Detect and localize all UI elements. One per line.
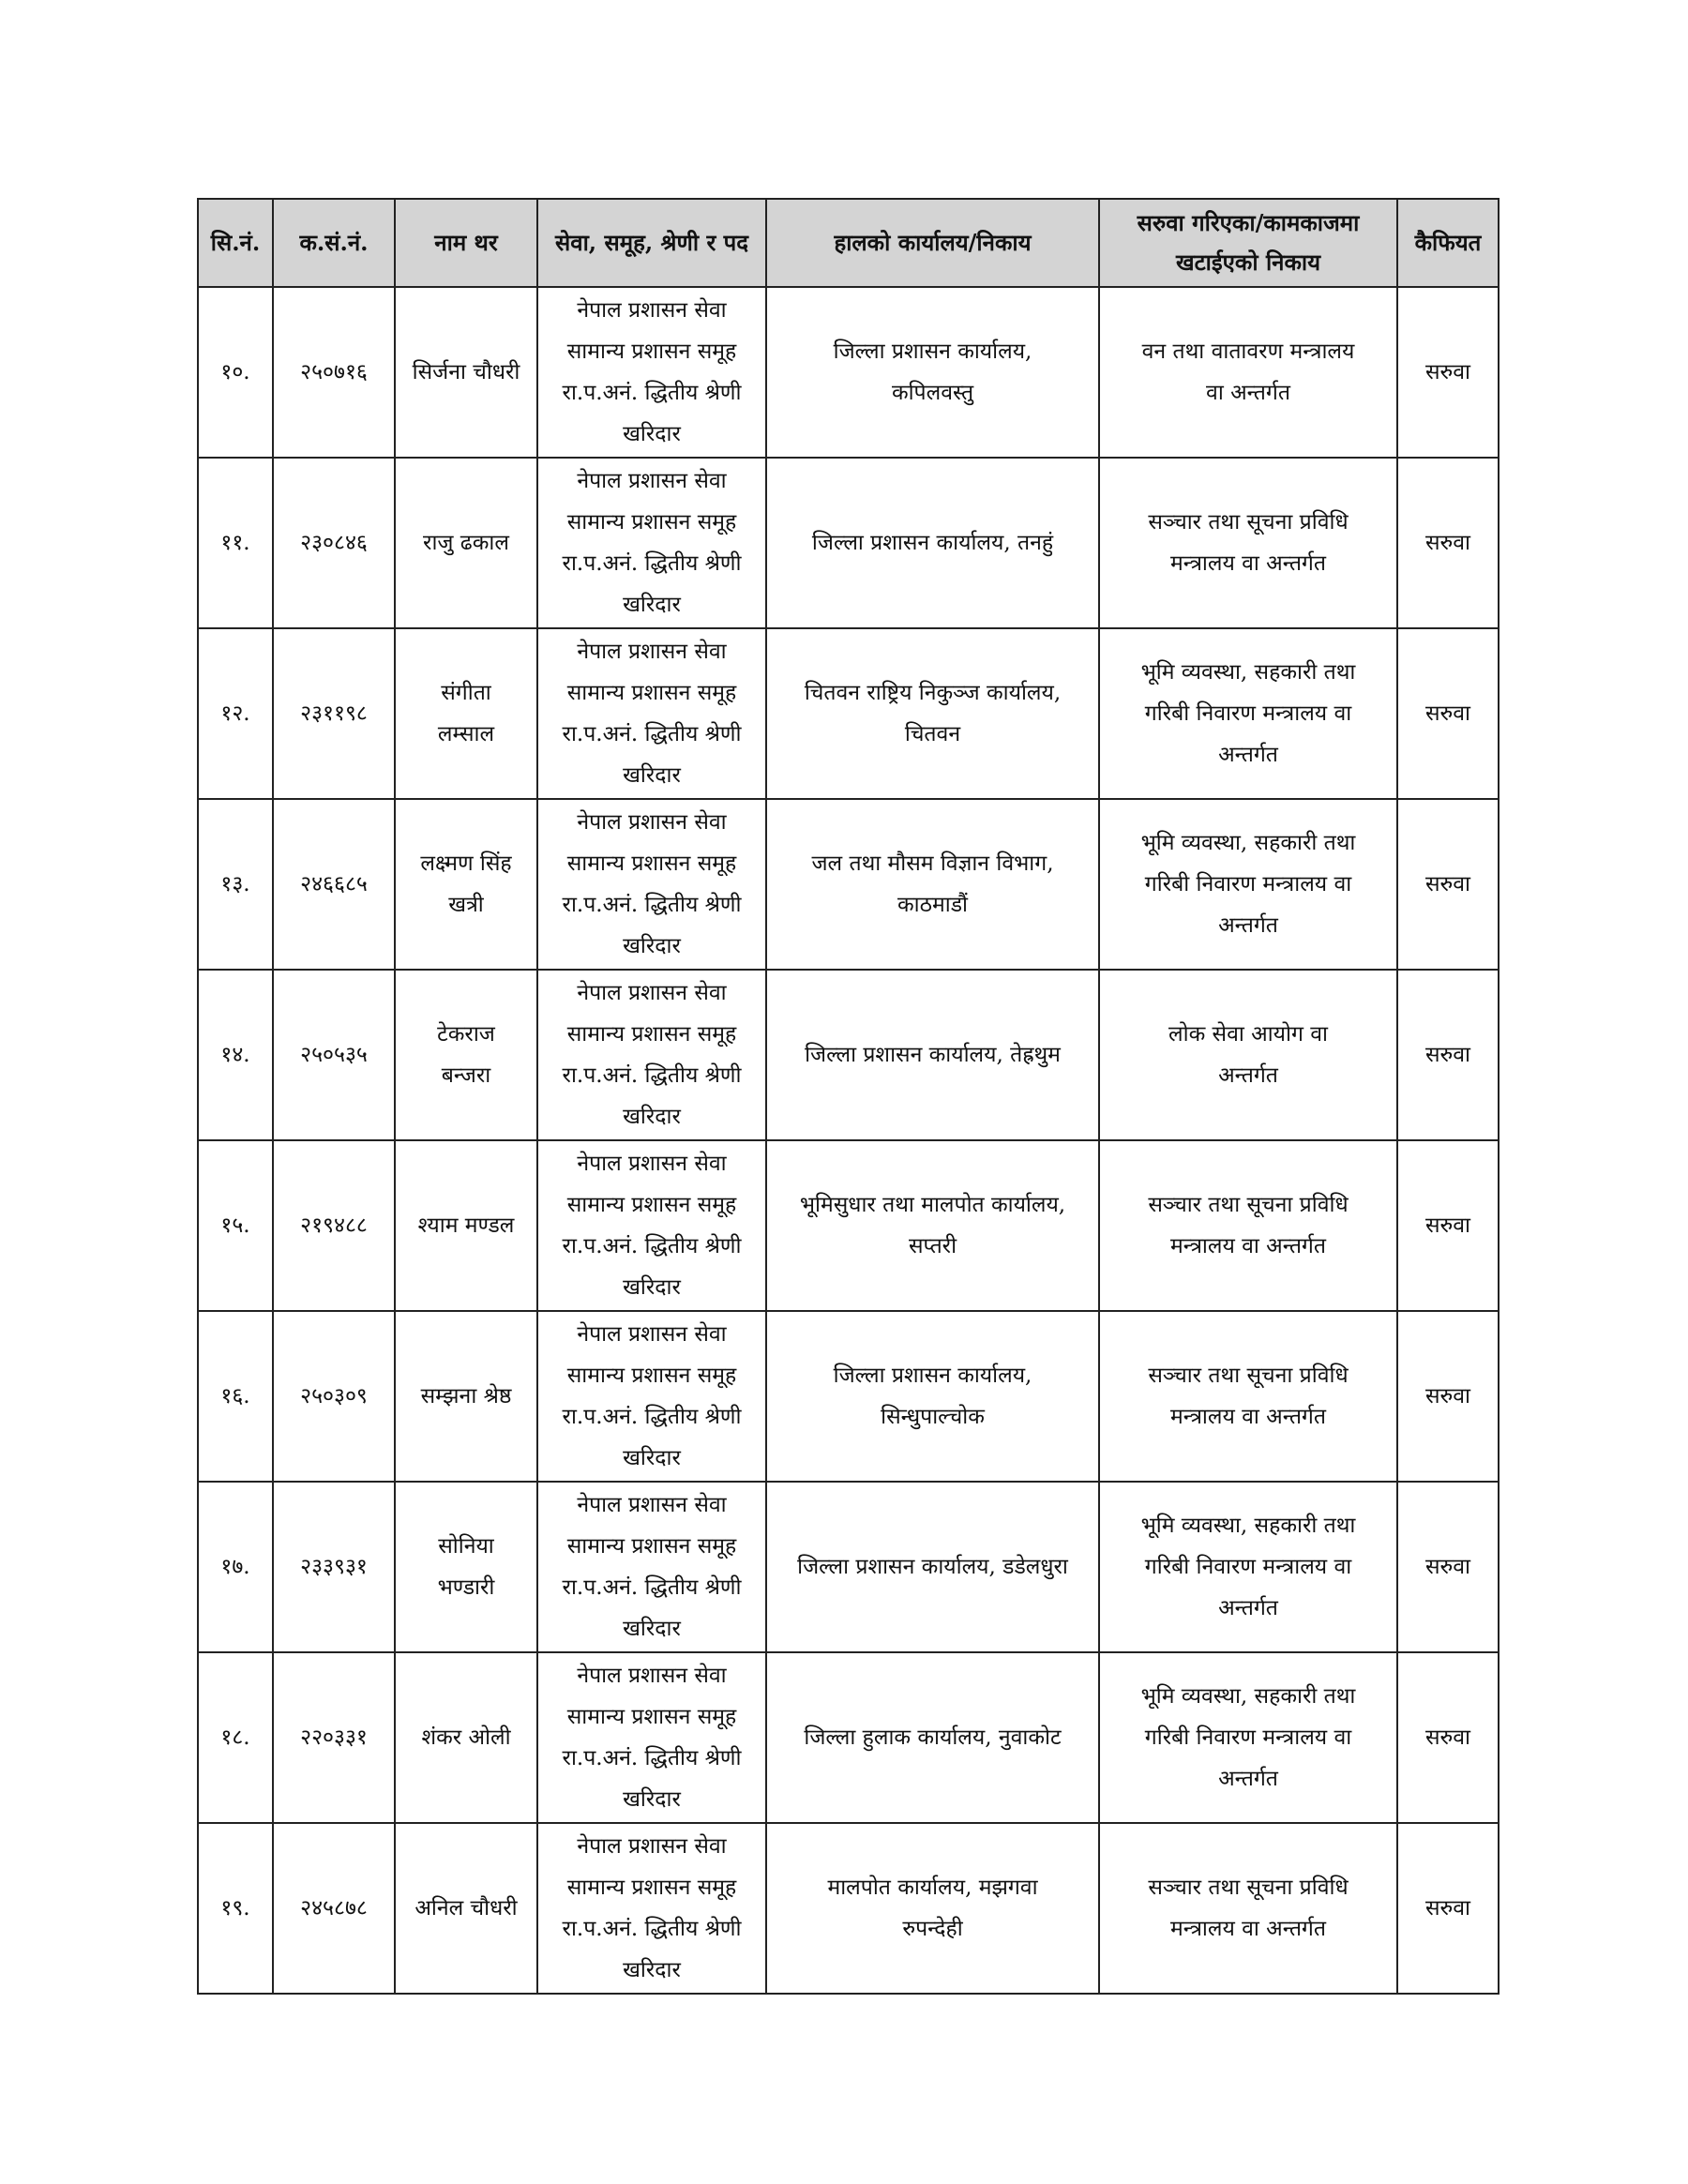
name-cell-text: शंकर ओली: [421, 1725, 511, 1750]
table-header-row: [198, 199, 1499, 287]
table-row: [198, 970, 1499, 1140]
name-cell-text: लक्ष्मण सिंह खत्री: [420, 851, 512, 917]
employee-code-cell: [273, 1140, 395, 1311]
serial-number-cell-text: १०.: [220, 360, 250, 384]
name-cell: [395, 1823, 537, 1994]
serial-number-cell-text: ११.: [220, 531, 250, 555]
name-cell: [395, 1482, 537, 1652]
table-body: [198, 287, 1499, 1994]
serial-number-cell-text: १६.: [220, 1384, 250, 1408]
remarks-cell: [1397, 799, 1499, 970]
transfer-destination-cell: [1099, 970, 1397, 1140]
name-cell: [395, 1311, 537, 1482]
remarks-cell: [1397, 1823, 1499, 1994]
employee-code-cell: [273, 628, 395, 799]
remarks-cell: [1397, 287, 1499, 458]
table-row: [198, 1311, 1499, 1482]
current-office-cell: [766, 1652, 1099, 1823]
employee-code-cell-text: २१९४८८: [300, 1213, 368, 1238]
header-current-office: हालको कार्यालय/निकाय: [766, 199, 1099, 287]
transfer-destination-cell-text: भूमि व्यवस्था, सहकारी तथा गरिबी निवारण मन्त्रालय वा अन्तर्गत: [1140, 1684, 1356, 1791]
transfer-destination-cell: [1099, 1482, 1397, 1652]
name-cell: [395, 287, 537, 458]
serial-number-cell: [198, 1311, 273, 1482]
serial-number-cell: [198, 287, 273, 458]
transfer-destination-cell: [1099, 458, 1397, 628]
service-cell: [537, 970, 766, 1140]
employee-code-cell: [273, 1482, 395, 1652]
employee-code-cell-text: २२०३३१: [300, 1725, 368, 1750]
name-cell-text: राजु ढकाल: [423, 531, 509, 555]
transfer-destination-cell-text: भूमि व्यवस्था, सहकारी तथा गरिबी निवारण मन्त्रालय वा अन्तर्गत: [1140, 1514, 1356, 1620]
service-cell: [537, 287, 766, 458]
remarks-cell: [1397, 1482, 1499, 1652]
remarks-cell: [1397, 628, 1499, 799]
table-row: [198, 1652, 1499, 1823]
transfer-destination-cell-text: भूमि व्यवस्था, सहकारी तथा गरिबी निवारण मन्त्रालय वा अन्तर्गत: [1140, 831, 1356, 938]
employee-code-cell: [273, 970, 395, 1140]
serial-number-cell: [198, 1823, 273, 1994]
serial-number-cell-text: १२.: [220, 701, 250, 726]
service-cell-text: नेपाल प्रशासन सेवा सामान्य प्रशासन समूह रा.प.अनं. द्धितीय श्रेणी खरिदार: [562, 1664, 742, 1812]
remarks-cell-text: सरुवा: [1424, 1725, 1471, 1750]
remarks-cell: [1397, 1140, 1499, 1311]
current-office-cell: [766, 970, 1099, 1140]
serial-number-cell: [198, 799, 273, 970]
transfer-destination-cell: [1099, 799, 1397, 970]
current-office-cell-text: जल तथा मौसम विज्ञान विभाग, काठमाडौं: [811, 851, 1054, 917]
current-office-cell-text: भूमिसुधार तथा मालपोत कार्यालय, सप्तरी: [799, 1193, 1066, 1258]
service-cell-text: नेपाल प्रशासन सेवा सामान्य प्रशासन समूह रा.प.अनं. द्धितीय श्रेणी खरिदार: [562, 640, 742, 788]
service-cell-text: नेपाल प्रशासन सेवा सामान्य प्रशासन समूह रा.प.अनं. द्धितीय श्रेणी खरिदार: [562, 981, 742, 1129]
transfer-destination-cell: [1099, 1652, 1397, 1823]
current-office-cell-text: चितवन राष्ट्रिय निकुञ्ज कार्यालय, चितवन: [804, 681, 1062, 746]
serial-number-cell-text: १४.: [220, 1043, 250, 1067]
serial-number-cell: [198, 970, 273, 1140]
header-employee-code: क.सं.नं.: [273, 199, 395, 287]
service-cell: [537, 799, 766, 970]
current-office-cell-text: जिल्ला हुलाक कार्यालय, नुवाकोट: [804, 1725, 1062, 1750]
transfer-destination-cell-text: सञ्चार तथा सूचना प्रविधि मन्त्रालय वा अन्तर्गत: [1148, 1193, 1349, 1258]
name-cell-text: टेकराज बन्जरा: [437, 1022, 495, 1088]
employee-code-cell: [273, 1311, 395, 1482]
remarks-cell-text: सरुवा: [1424, 701, 1471, 726]
table-row: [198, 1140, 1499, 1311]
header-serial-number: सि.नं.: [198, 199, 273, 287]
employee-code-cell-text: २५०७१६: [300, 360, 368, 384]
service-cell: [537, 1140, 766, 1311]
name-cell-text: सिर्जना चौधरी: [412, 360, 520, 384]
table-row: [198, 1823, 1499, 1994]
table-row: [198, 799, 1499, 970]
transfer-destination-cell: [1099, 1823, 1397, 1994]
remarks-cell-text: सरुवा: [1424, 872, 1471, 896]
service-cell: [537, 458, 766, 628]
current-office-cell: [766, 287, 1099, 458]
serial-number-cell: [198, 458, 273, 628]
current-office-cell-text: जिल्ला प्रशासन कार्यालय, डडेलधुरा: [797, 1555, 1068, 1579]
transfer-destination-cell-text: वन तथा वातावरण मन्त्रालय वा अन्तर्गत: [1141, 339, 1355, 405]
employee-code-cell-text: २५०५३५: [300, 1043, 368, 1067]
service-cell-text: नेपाल प्रशासन सेवा सामान्य प्रशासन समूह रा.प.अनं. द्धितीय श्रेणी खरिदार: [562, 1493, 742, 1641]
transfer-destination-cell: [1099, 1311, 1397, 1482]
current-office-cell-text: जिल्ला प्रशासन कार्यालय, तेह्रथुम: [805, 1043, 1061, 1067]
transfer-destination-cell: [1099, 287, 1397, 458]
name-cell-text: अनिल चौधरी: [414, 1896, 518, 1920]
employee-code-cell-text: २४६६८५: [300, 872, 368, 896]
transfer-destination-cell: [1099, 628, 1397, 799]
name-cell: [395, 628, 537, 799]
employee-code-cell-text: २४५८७८: [300, 1896, 368, 1920]
transfer-destination-cell-text: सञ्चार तथा सूचना प्रविधि मन्त्रालय वा अन्तर्गत: [1148, 1363, 1349, 1429]
table-row: [198, 287, 1499, 458]
remarks-cell: [1397, 1311, 1499, 1482]
name-cell: [395, 1140, 537, 1311]
service-cell-text: नेपाल प्रशासन सेवा सामान्य प्रशासन समूह रा.प.अनं. द्धितीय श्रेणी खरिदार: [562, 1834, 742, 1982]
transfer-table: [197, 198, 1500, 1995]
name-cell: [395, 799, 537, 970]
name-cell-text: सम्झना श्रेष्ठ: [420, 1384, 512, 1408]
name-cell-text: सोनिया भण्डारी: [437, 1534, 495, 1600]
name-cell: [395, 1652, 537, 1823]
remarks-cell: [1397, 970, 1499, 1140]
serial-number-cell: [198, 628, 273, 799]
current-office-cell: [766, 1482, 1099, 1652]
employee-code-cell: [273, 287, 395, 458]
service-cell: [537, 628, 766, 799]
serial-number-cell-text: १५.: [220, 1213, 250, 1238]
header-remarks: कैफियत: [1397, 199, 1499, 287]
transfer-destination-cell-text: लोक सेवा आयोग वा अन्तर्गत: [1168, 1022, 1328, 1088]
current-office-cell: [766, 1140, 1099, 1311]
current-office-cell: [766, 458, 1099, 628]
serial-number-cell-text: १८.: [220, 1725, 250, 1750]
header-name: नाम थर: [395, 199, 537, 287]
employee-code-cell: [273, 1823, 395, 1994]
employee-code-cell-text: २३०८४६: [300, 531, 368, 555]
header-transfer-destination: सरुवा गरिएका/कामकाजमा खटाईएको निकाय: [1099, 199, 1397, 287]
employee-code-cell: [273, 1652, 395, 1823]
serial-number-cell: [198, 1140, 273, 1311]
service-cell: [537, 1311, 766, 1482]
service-cell: [537, 1482, 766, 1652]
employee-code-cell: [273, 799, 395, 970]
employee-code-cell: [273, 458, 395, 628]
remarks-cell-text: सरुवा: [1424, 360, 1471, 384]
service-cell: [537, 1652, 766, 1823]
serial-number-cell: [198, 1652, 273, 1823]
current-office-cell-text: जिल्ला प्रशासन कार्यालय, कपिलवस्तु: [833, 339, 1032, 405]
serial-number-cell-text: १९.: [220, 1896, 250, 1920]
remarks-cell-text: सरुवा: [1424, 1896, 1471, 1920]
remarks-cell-text: सरुवा: [1424, 1043, 1471, 1067]
service-cell-text: नेपाल प्रशासन सेवा सामान्य प्रशासन समूह रा.प.अनं. द्धितीय श्रेणी खरिदार: [562, 810, 742, 958]
name-cell-text: श्याम मण्डल: [417, 1213, 515, 1238]
transfer-destination-cell-text: भूमि व्यवस्था, सहकारी तथा गरिबी निवारण मन्त्रालय वा अन्तर्गत: [1140, 660, 1356, 767]
transfer-destination-cell-text: सञ्चार तथा सूचना प्रविधि मन्त्रालय वा अन्तर्गत: [1148, 1875, 1349, 1941]
current-office-cell-text: जिल्ला प्रशासन कार्यालय, तनहुं: [811, 531, 1054, 555]
name-cell-text: संगीता लम्साल: [437, 681, 495, 746]
table-row: [198, 1482, 1499, 1652]
remarks-cell: [1397, 458, 1499, 628]
employee-code-cell-text: २३११९८: [300, 701, 368, 726]
service-cell-text: नेपाल प्रशासन सेवा सामान्य प्रशासन समूह रा.प.अनं. द्धितीय श्रेणी खरिदार: [562, 469, 742, 617]
current-office-cell: [766, 799, 1099, 970]
current-office-cell: [766, 628, 1099, 799]
name-cell: [395, 458, 537, 628]
current-office-cell: [766, 1823, 1099, 1994]
current-office-cell-text: मालपोत कार्यालय, मझगवा रुपन्देही: [827, 1875, 1038, 1941]
remarks-cell-text: सरुवा: [1424, 1384, 1471, 1408]
remarks-cell: [1397, 1652, 1499, 1823]
current-office-cell: [766, 1311, 1099, 1482]
remarks-cell-text: सरुवा: [1424, 531, 1471, 555]
service-cell-text: नेपाल प्रशासन सेवा सामान्य प्रशासन समूह रा.प.अनं. द्धितीय श्रेणी खरिदार: [562, 298, 742, 446]
remarks-cell-text: सरुवा: [1424, 1213, 1471, 1238]
header-service-group-grade: सेवा, समूह, श्रेणी र पद: [537, 199, 766, 287]
transfer-destination-cell-text: सञ्चार तथा सूचना प्रविधि मन्त्रालय वा अन्तर्गत: [1148, 510, 1349, 576]
service-cell-text: नेपाल प्रशासन सेवा सामान्य प्रशासन समूह रा.प.अनं. द्धितीय श्रेणी खरिदार: [562, 1322, 742, 1470]
remarks-cell-text: सरुवा: [1424, 1555, 1471, 1579]
service-cell: [537, 1823, 766, 1994]
name-cell: [395, 970, 537, 1140]
table-row: [198, 628, 1499, 799]
serial-number-cell-text: १३.: [220, 872, 250, 896]
service-cell-text: नेपाल प्रशासन सेवा सामान्य प्रशासन समूह रा.प.अनं. द्धितीय श्रेणी खरिदार: [562, 1152, 742, 1300]
transfer-destination-cell: [1099, 1140, 1397, 1311]
employee-code-cell-text: २५०३०९: [300, 1384, 368, 1408]
employee-code-cell-text: २३३९३१: [300, 1555, 368, 1579]
table-row: [198, 458, 1499, 628]
serial-number-cell: [198, 1482, 273, 1652]
serial-number-cell-text: १७.: [220, 1555, 250, 1579]
current-office-cell-text: जिल्ला प्रशासन कार्यालय, सिन्धुपाल्चोक: [833, 1363, 1032, 1429]
